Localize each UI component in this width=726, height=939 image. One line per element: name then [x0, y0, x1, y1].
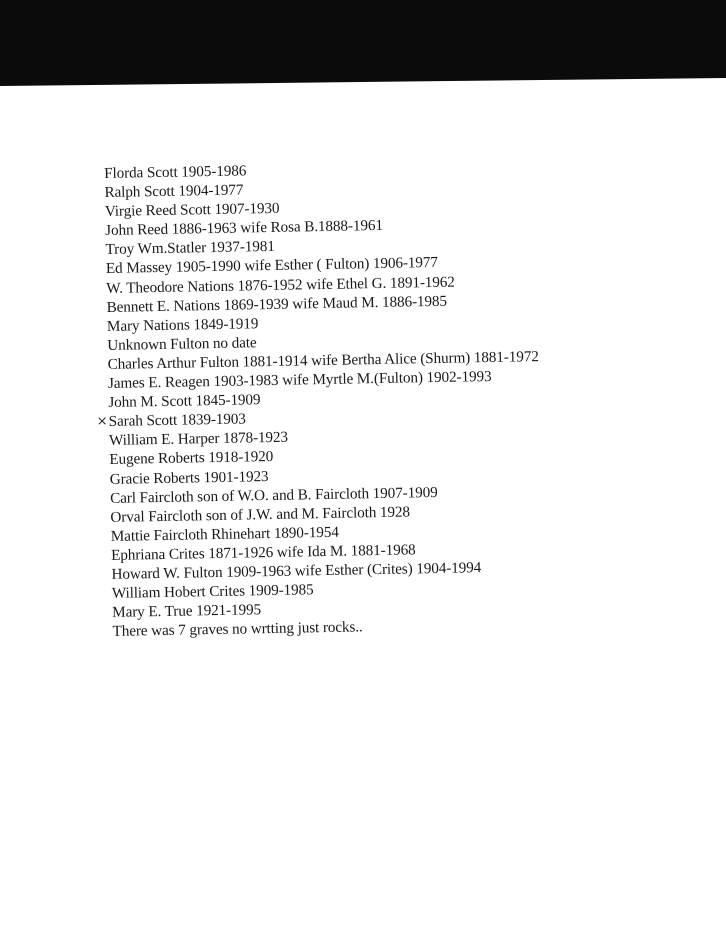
list-item: Mattie Faircloth Rhinehart 1890-1954: [110, 523, 339, 545]
list-item: Gracie Roberts 1901-1923: [109, 467, 269, 488]
list-item: James E. Reagen 1903-1983 wife Myrtle M.(Fulton) 1902-1993: [107, 367, 492, 392]
list-item: John Reed 1886-1963 wife Rosa B.1888-1961: [105, 217, 384, 240]
list-item-text: Sarah Scott 1839-1903: [108, 410, 246, 431]
list-item: Bennett E. Nations 1869-1939 wife Maud M. 1886-1985: [106, 292, 448, 316]
list-item: Ed Massey 1905-1990 wife Esther ( Fulton) 1906-1977: [105, 254, 438, 278]
grave-list: [96, 153, 713, 641]
list-item: Ephriana Crites 1871-1926 wife Ida M. 1881-1968: [111, 541, 416, 564]
list-item: Ralph Scott 1904-1977: [104, 181, 244, 202]
list-item: W. Theodore Nations 1876-1952 wife Ethel G. 1891-1962: [106, 273, 455, 297]
list-item: Troy Wm.Statler 1937-1981: [105, 238, 275, 259]
list-item: Florda Scott 1905-1986: [104, 162, 247, 182]
list-item: John M. Scott 1845-1909: [108, 391, 261, 412]
list-item: Mary Nations 1849-1919: [106, 314, 259, 335]
list-item: Carl Faircloth son of W.O. and B. Faircloth 1907-1909: [109, 483, 438, 507]
list-item: There was 7 graves no wrtting just rocks..: [112, 618, 363, 641]
list-item: Virgie Reed Scott 1907-1930: [104, 199, 280, 221]
list-item: Howard W. Fulton 1909-1963 wife Esther (Crites) 1904-1994: [111, 559, 482, 583]
list-item: Eugene Roberts 1918-1920: [109, 448, 274, 469]
list-item: Charles Arthur Fulton 1881-1914 wife Bertha Alice (Shurm) 1881-1972: [107, 348, 539, 373]
list-item: Unknown Fulton no date: [107, 334, 257, 354]
list-item: Mary E. True 1921-1995: [112, 601, 262, 622]
list-item: Orval Faircloth son of J.W. and M. Faircloth 1928: [110, 503, 411, 526]
list-item: William E. Harper 1878-1923: [108, 428, 289, 450]
list-item: William Hobert Crites 1909-1985: [111, 581, 314, 602]
handwritten-x-mark: ×: [96, 414, 108, 430]
